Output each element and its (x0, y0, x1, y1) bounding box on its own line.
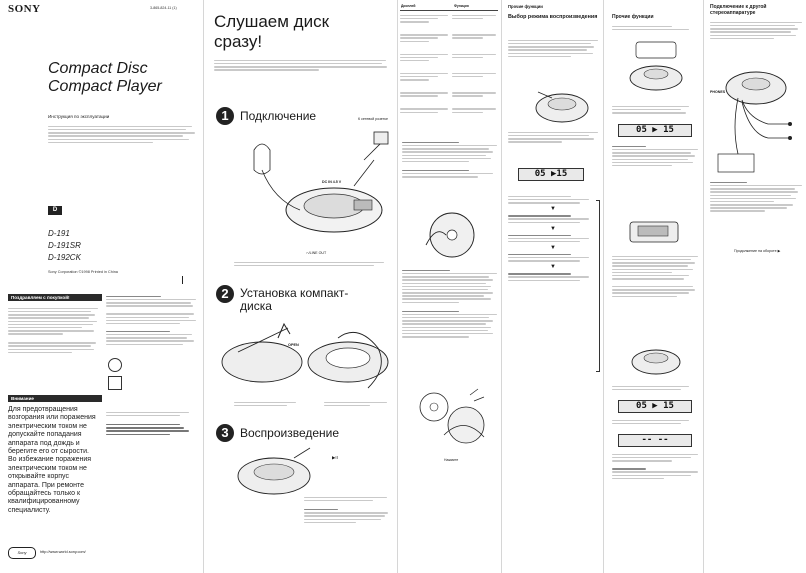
play-mode-intro (508, 38, 598, 59)
functions-table (400, 13, 498, 123)
connect-stereo-panel (704, 0, 806, 573)
document-code: 3-865-824-11 (1) (150, 6, 177, 10)
welcome-text (8, 306, 100, 355)
step2-title: Установка компакт-диска (240, 286, 349, 313)
recycle-icon (108, 358, 122, 372)
quick-play-intro (214, 58, 389, 73)
footer-url: http://www.world.sony.com/ (40, 550, 86, 554)
stereo-connection-illustration (708, 58, 804, 176)
more-header: Прочие функции (612, 14, 654, 20)
illustration-caption: Нажмите (444, 458, 459, 462)
more-text-3 (612, 254, 698, 299)
cover-panel (0, 0, 203, 573)
quick-play-panel (204, 0, 397, 573)
cover-title-line2: Compact Player (48, 78, 162, 95)
right-column-text (106, 294, 198, 347)
player-top-illustration (532, 82, 592, 128)
play-mode-subheader: Выбор режима воспроизведения (508, 14, 598, 20)
step3-number: 3 (216, 424, 234, 442)
more-text-4 (612, 384, 698, 392)
model-3: D-192CK (48, 253, 81, 262)
phones-jack-label: PHONES (710, 90, 726, 94)
model-badge: D (48, 206, 62, 215)
lcd-display-1: 05 ▶15 (518, 168, 584, 181)
step1-note (234, 260, 390, 268)
welcome-header: Поздравляем с покупкой! (8, 294, 102, 301)
flow-bracket (596, 200, 600, 372)
step3-text (304, 495, 390, 525)
more-text-6 (612, 452, 698, 481)
col-header-mode: Дисплей (401, 4, 416, 8)
address-block (106, 410, 198, 437)
step1-number: 1 (216, 107, 234, 125)
step2-number: 2 (216, 285, 234, 303)
player-remote-illustration (628, 336, 684, 380)
brand-logo: SONY (8, 3, 41, 15)
lcd-display-2: 05 ▶ 15 (618, 124, 692, 137)
battery-icon (108, 376, 122, 390)
player-buttons-illustration (626, 38, 686, 94)
model-1: D-191 (48, 229, 70, 238)
model-2: D-191SR (48, 241, 81, 250)
more-functions-panel (604, 0, 703, 573)
disc-cleaning-illustration (414, 385, 492, 455)
warning-text: Для предотвращения возгорания или поражения электрическим током не допускайте попадания аппарата под дождь и берегите его от сырости. Во избежание поражения электрическим током не открывайте корпус аппарата. При ремонте обращайтесь только к квалифицированному специалисту. (8, 406, 96, 514)
flow-text: ▼ ▼ ▼ ▼ (508, 194, 598, 283)
lcd-display-4: -- -- (618, 434, 692, 447)
functions-header: Прочие функции (508, 4, 543, 9)
more-text-1 (612, 104, 698, 115)
col-header-action: Функция (454, 4, 469, 8)
notes-text (402, 140, 497, 179)
cover-title-line1: Compact Disc (48, 60, 148, 77)
more-text-5 (612, 418, 698, 426)
play-mode-text-1 (508, 130, 598, 145)
warning-header: Внимание (8, 395, 102, 402)
connect-header: Подключение к другой стереоаппаратуре (710, 4, 767, 16)
copyright: Sony Corporation ©1998 Printed in China (48, 270, 118, 274)
playback-illustration (234, 444, 314, 504)
continued-footer: Продолжение на обороте ▶ (734, 249, 781, 253)
outlet-label: К сетевой розетке (358, 117, 388, 121)
intro-text (48, 124, 198, 145)
cover-subtitle: Инструкция по эксплуатации (48, 114, 110, 119)
sony-online-logo: Sony (8, 547, 36, 559)
functions-table-panel (398, 0, 501, 573)
connection-illustration (234, 130, 394, 250)
notes-text-2 (402, 268, 497, 339)
quick-play-title: Слушаем диск сразу! (214, 12, 330, 51)
step1-title: Подключение (240, 109, 317, 123)
play-mode-panel (502, 0, 603, 573)
lcd-display-3: 05 ▶ 15 (618, 400, 692, 413)
table-header-row (400, 3, 498, 11)
battery-compartment-illustration (624, 218, 684, 246)
connect-notes (710, 180, 802, 214)
disc-handling-illustration (416, 205, 486, 263)
open-label: OPEN (288, 343, 299, 347)
connect-intro (710, 20, 802, 41)
more-text-2 (612, 144, 698, 168)
step3-title: Воспроизведение (240, 426, 340, 440)
phones-label: ∩/LINE OUT (306, 251, 327, 255)
more-intro (612, 24, 698, 32)
step2-captions-right (324, 400, 390, 408)
dc-in-label: DC IN 4.5 V (322, 180, 342, 184)
disc-insert-illustration (218, 318, 393, 398)
play-button-label: ▶II (332, 455, 338, 460)
